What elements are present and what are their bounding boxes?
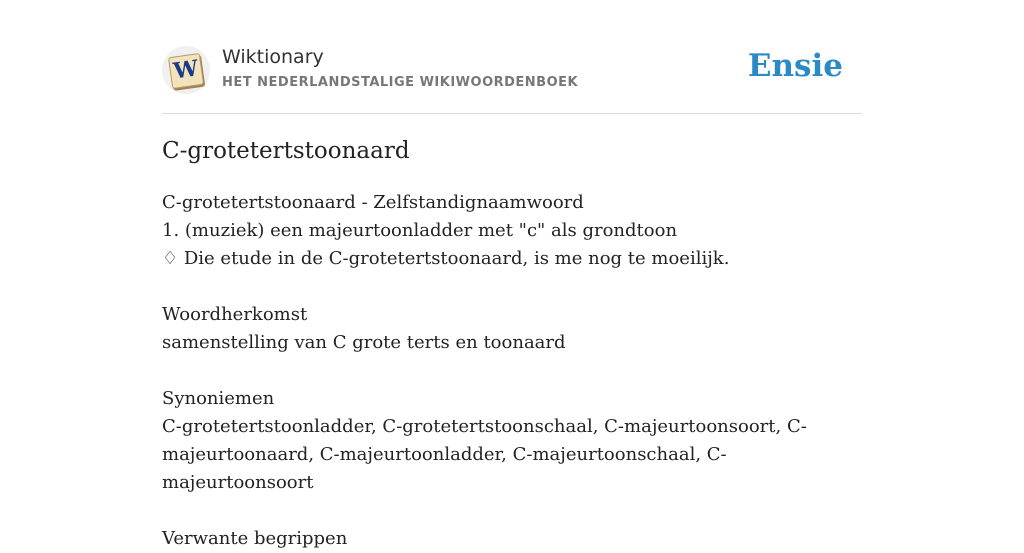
spacer [162,497,862,525]
spacer [162,357,862,385]
synonyms-line-2: majeurtoonaard, C-majeurtoonladder, C-majeurtoonschaal, C-majeurtoonsoort [162,444,727,493]
page-title: C-grotetertstoonaard [162,138,410,164]
etymology-heading: Woordherkomst [162,304,308,325]
related-heading: Verwante begrippen [162,528,348,549]
definition-meaning: 1. (muziek) een majeurtoonladder met "c" als grondtoon [162,220,678,241]
logo-letter: W [171,55,200,85]
site-tagline: HET NEDERLANDSTALIGE WIKIWOORDENBOEK [222,75,579,90]
wiktionary-logo-icon[interactable] [162,46,210,94]
site-header [162,0,862,114]
etymology-text: samenstelling van C grote terts en toonaard [162,332,566,353]
entry-content [162,189,862,553]
site-name[interactable]: Wiktionary [222,46,324,68]
synonyms-line-1: C-grotetertstoonladder, C-grotetertstoonschaal, C-majeurtoonsoort, C- [162,416,807,437]
definition-example: ♢ Die etude in de C-grotetertstoonaard, is me nog te moeilijk. [162,248,730,269]
synonyms-heading: Synoniemen [162,388,275,409]
definition-headline: C-grotetertstoonaard - Zelfstandignaamwoord [162,192,584,213]
logo-tile [168,53,204,89]
ensie-brand-link[interactable]: Ensie [747,48,843,84]
spacer [162,273,862,301]
page [162,0,862,549]
